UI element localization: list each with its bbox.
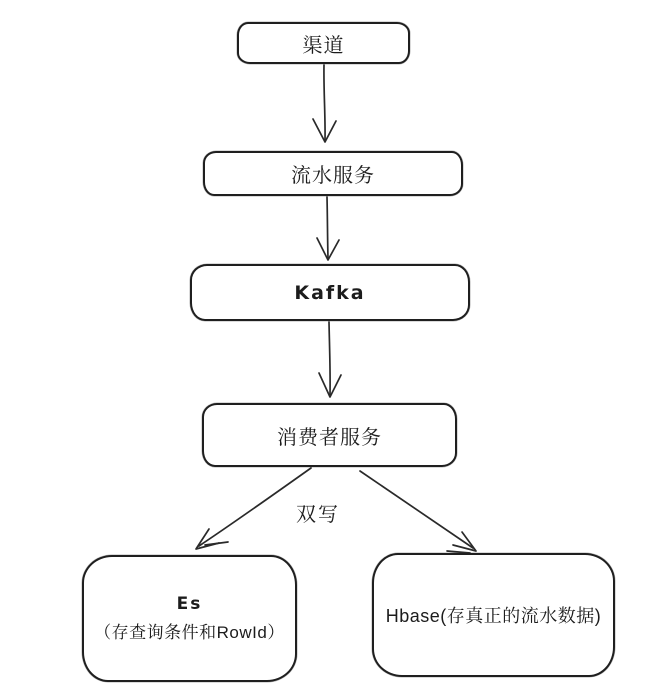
node-consumer-service-label: 消费者服务 <box>277 426 382 449</box>
node-kafka-label: Kafka <box>294 281 366 304</box>
node-flow-service <box>203 151 463 196</box>
node-flow-service-label: 流水服务 <box>291 165 375 187</box>
arrow-consumer-to-hbase <box>360 471 476 553</box>
node-channel-label: 渠道 <box>302 34 345 57</box>
node-hbase-label: Hbase(存真正的流水数据) <box>385 606 602 626</box>
arrow-kafka-to-consumer-service <box>319 322 341 397</box>
arrow-flow-service-to-kafka <box>317 197 339 260</box>
dual-write-label: 双写 <box>296 504 340 526</box>
arrow-channel-to-flow-service <box>313 65 336 142</box>
node-es-title: Es <box>176 594 203 614</box>
node-consumer-service <box>202 403 457 467</box>
node-es-subtitle: （存查询条件和RowId） <box>94 623 285 642</box>
node-channel <box>237 22 410 64</box>
node-kafka <box>190 264 470 321</box>
node-hbase <box>372 553 615 677</box>
arrow-consumer-to-es <box>196 468 311 549</box>
node-es <box>82 555 297 682</box>
